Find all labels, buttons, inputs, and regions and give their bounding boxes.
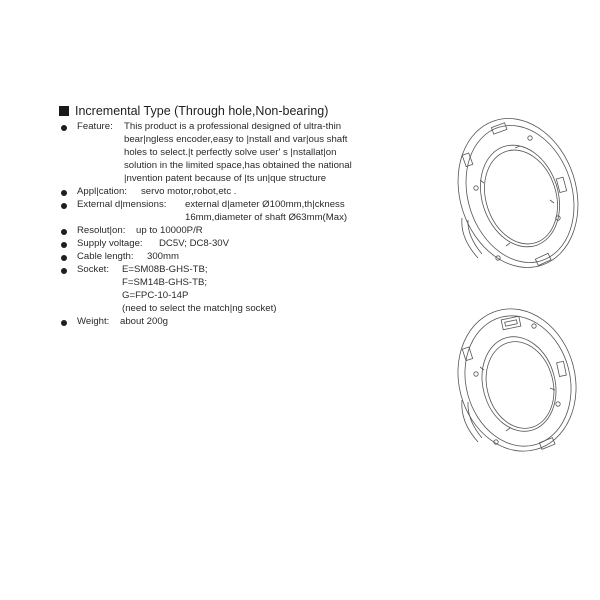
heading-square-icon <box>59 106 69 116</box>
bullet-icon <box>61 268 67 274</box>
resolution-label: Resolut|on: <box>77 225 126 236</box>
bullet-icon <box>61 190 67 196</box>
section-heading <box>59 104 328 118</box>
feature-label: Feature: <box>77 121 113 132</box>
feature-line-4: solution in the limited space,has obtained the national <box>124 160 352 171</box>
feature-line-1: This product is a professional designed of ultra-thin <box>124 121 342 132</box>
external-line-2: 16mm,diameter of shaft Ø63mm(Max) <box>185 212 348 223</box>
bullet-icon <box>61 229 67 235</box>
bullet-icon <box>61 320 67 326</box>
weight-value: about 200g <box>120 316 169 327</box>
feature-line-5: |nvention patent because of |ts un|que structure <box>124 173 327 184</box>
application-value: servo motor,robot,etc . <box>141 186 237 197</box>
weight-label: Weight: <box>77 316 110 327</box>
bullet-icon <box>61 242 67 248</box>
external-line-1: external d|ameter Ø100mm,th|ckness <box>185 199 345 210</box>
application-label: Appl|cation: <box>77 186 127 197</box>
bullet-icon <box>61 255 67 261</box>
bullet-icon <box>61 203 67 209</box>
supply-label: Supply voltage: <box>77 238 143 249</box>
feature-line-2: bear|ngless encoder,easy to |nstall and var|ous shaft <box>124 134 348 145</box>
resolution-value: up to 10000P/R <box>136 225 203 236</box>
heading-title: Incremental Type (Through hole,Non-bearing) <box>75 104 329 118</box>
socket-line-3: G=FPC-10-14P <box>122 290 189 301</box>
feature-line-3: holes to select.|t perfectly solve user' s |nstallat|on <box>124 147 337 158</box>
cable-value: 300mm <box>147 251 179 262</box>
encoder-top-image <box>440 108 585 278</box>
encoder-bottom-image <box>442 300 587 462</box>
bullet-icon <box>61 125 67 131</box>
socket-label: Socket: <box>77 264 109 275</box>
cable-label: Cable length: <box>77 251 134 262</box>
external-label: External d|mensions: <box>77 199 167 210</box>
encoder-ring-icon <box>442 300 587 462</box>
socket-line-2: F=SM14B-GHS-TB; <box>122 277 208 288</box>
socket-line-1: E=SM08B-GHS-TB; <box>122 264 208 275</box>
encoder-ring-icon <box>440 108 585 278</box>
socket-line-4: (need to select the match|ng socket) <box>122 303 277 314</box>
supply-value: DC5V; DC8-30V <box>159 238 230 249</box>
